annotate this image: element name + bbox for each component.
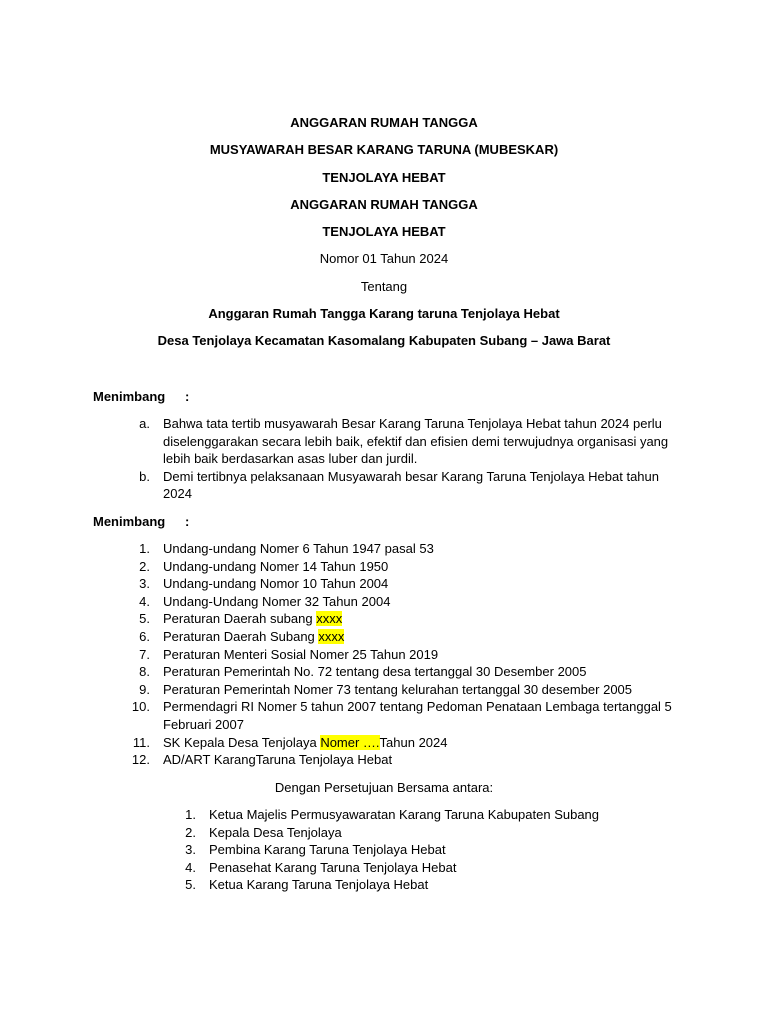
list-marker: 12.	[131, 752, 150, 768]
list-item-line	[163, 610, 768, 628]
list-marker: 9.	[139, 681, 150, 697]
list-marker: 4.	[139, 593, 150, 609]
item-text-part: Undang-undang Nomer 6 Tahun 1947 pasal 53	[163, 541, 434, 556]
list-item-text	[163, 734, 768, 752]
item-text-part: Undang-undang Nomer 14 Tahun 1950	[163, 558, 389, 574]
item-text-part: Undang-Undang Nomer 32 Tahun 2004	[163, 593, 391, 609]
legal-basis-item	[0, 558, 768, 576]
agreement-item	[0, 841, 768, 859]
list-item-text	[163, 751, 768, 769]
section-2-label	[93, 512, 190, 531]
agreement-heading: Dengan Persetujuan Bersama antara:	[274, 780, 494, 795]
heading-line-4: ANGGARAN RUMAH TANGGA	[290, 196, 478, 212]
legal-basis-item	[0, 646, 768, 664]
section-2-list	[0, 540, 768, 769]
legal-basis-item	[0, 575, 768, 593]
list-marker: 1.	[139, 541, 150, 556]
heading-line-3: TENJOLAYA HEBAT	[322, 169, 446, 185]
list-item-line	[163, 646, 768, 664]
list-marker: 6.	[139, 628, 150, 644]
section-1-label	[93, 387, 190, 406]
list-item-text	[163, 681, 768, 699]
section-1-colon: :	[185, 389, 190, 404]
list-item-text: Ketua Majelis Permusyawaratan Karang Taruna Kabupaten Subang	[209, 807, 600, 822]
highlighted-text: xxxx	[318, 628, 345, 644]
list-item-line: lebih baik berdasarkan asas luber dan jurdil.	[163, 451, 418, 467]
list-marker: 5.	[185, 877, 196, 893]
heading-line-2: MUSYAWARAH BESAR KARANG TARUNA (MUBESKAR)	[209, 142, 559, 158]
list-marker: 8.	[139, 664, 150, 680]
heading-location: Desa Tenjolaya Kecamatan Kasomalang Kabupaten Subang – Jawa Barat	[157, 333, 611, 349]
list-item-line	[163, 593, 768, 611]
list-item-line	[163, 698, 768, 716]
considering-item	[0, 415, 768, 468]
list-marker: 3.	[185, 842, 196, 858]
heading-tentang: Tentang	[360, 278, 408, 294]
heading-line-1: ANGGARAN RUMAH TANGGA	[290, 115, 478, 130]
list-marker: 3.	[139, 576, 150, 592]
list-item-text: Pembina Karang Taruna Tenjolaya Hebat	[209, 842, 446, 858]
list-item-line	[163, 751, 768, 769]
item-text-part: Peraturan Daerah Subang	[163, 628, 319, 644]
list-marker: 2.	[139, 558, 150, 574]
list-item-line: diselenggarakan secara lebih baik, efektif dan efisien demi terwujudnya organisasi yang	[163, 433, 669, 449]
legal-basis-item	[0, 628, 768, 646]
list-marker: 2.	[185, 824, 196, 840]
item-text-part: Peraturan Menteri Sosial Nomer 25 Tahun 2019	[163, 646, 439, 662]
heading-line-5: TENJOLAYA HEBAT	[322, 224, 446, 240]
list-marker: 11.	[132, 734, 150, 750]
agreement-item	[0, 876, 768, 894]
list-item-text: Penasehat Karang Taruna Tenjolaya Hebat	[209, 859, 457, 875]
list-item-line	[163, 575, 768, 593]
list-item-line	[163, 681, 768, 699]
item-text-part: Peraturan Pemerintah No. 72 tentang desa tertanggal 30 Desember 2005	[163, 664, 587, 680]
list-item-text: Ketua Karang Taruna Tenjolaya Hebat	[209, 877, 429, 893]
list-item-text	[163, 468, 768, 503]
list-item-line: Bahwa tata tertib musyawarah Besar Karang Taruna Tenjolaya Hebat tahun 2024 perlu	[163, 416, 662, 431]
list-item-line	[163, 540, 768, 558]
agreement-item	[0, 859, 768, 877]
item-text-part: AD/ART KarangTaruna Tenjolaya Hebat	[163, 752, 393, 768]
legal-basis-item	[0, 698, 768, 733]
item-text-part: Peraturan Pemerintah Nomer 73 tentang kelurahan tertanggal 30 desember 2005	[163, 681, 633, 697]
legal-basis-item	[0, 593, 768, 611]
list-marker: a.	[139, 416, 150, 431]
list-item-text	[163, 593, 768, 611]
list-item-text	[163, 415, 768, 468]
item-text-part: Peraturan Daerah subang	[163, 611, 317, 627]
list-marker: 10.	[131, 699, 150, 715]
item-text-part: Undang-undang Nomor 10 Tahun 2004	[163, 576, 389, 592]
list-item-line	[163, 734, 768, 752]
list-item-line: Demi tertibnya pelaksanaan Musyawarah besar Karang Taruna Tenjolaya Hebat tahun	[163, 468, 659, 484]
section-2-colon: :	[185, 514, 190, 529]
list-item-text: Kepala Desa Tenjolaya	[209, 824, 342, 840]
list-item-line	[163, 663, 768, 681]
agreement-list	[0, 806, 768, 894]
list-item-line	[163, 628, 768, 646]
legal-basis-item	[0, 610, 768, 628]
considering-item	[0, 468, 768, 503]
section-1-label-text: Menimbang	[93, 389, 166, 404]
highlighted-text: xxxx	[316, 611, 343, 627]
section-1-list	[0, 415, 768, 503]
legal-basis-item	[0, 734, 768, 752]
item-text-part: Tahun 2024	[379, 734, 448, 750]
list-marker: b.	[139, 468, 150, 484]
list-item-text	[163, 558, 768, 576]
legal-basis-item	[0, 751, 768, 769]
list-item-text	[163, 698, 768, 733]
list-item-text	[163, 646, 768, 664]
list-marker: 1.	[185, 807, 196, 822]
legal-basis-item	[0, 540, 768, 558]
list-item-line	[163, 558, 768, 576]
list-item-text	[163, 575, 768, 593]
item-text-part: Permendagri RI Nomer 5 tahun 2007 tentang Pedoman Penataan Lembaga tertanggal 5	[163, 699, 672, 715]
agreement-item	[0, 806, 768, 824]
legal-basis-item	[0, 663, 768, 681]
list-item-text	[163, 663, 768, 681]
list-item-line: Februari 2007	[163, 716, 244, 732]
section-2-label-text: Menimbang	[93, 514, 166, 529]
item-text-part: SK Kepala Desa Tenjolaya	[163, 734, 321, 750]
list-item-text	[163, 628, 768, 646]
list-item-line: 2024	[163, 486, 192, 502]
list-marker: 5.	[139, 611, 150, 627]
document-heading	[0, 113, 768, 359]
list-marker: 4.	[185, 859, 196, 875]
heading-subject: Anggaran Rumah Tangga Karang taruna Tenjolaya Hebat	[208, 306, 560, 322]
highlighted-text: Nomer ….	[320, 734, 380, 750]
list-item-text	[163, 540, 768, 558]
list-item-text	[163, 610, 768, 628]
list-marker: 7.	[139, 646, 150, 662]
agreement-item	[0, 824, 768, 842]
legal-basis-item	[0, 681, 768, 699]
heading-number: Nomor 01 Tahun 2024	[319, 251, 449, 267]
